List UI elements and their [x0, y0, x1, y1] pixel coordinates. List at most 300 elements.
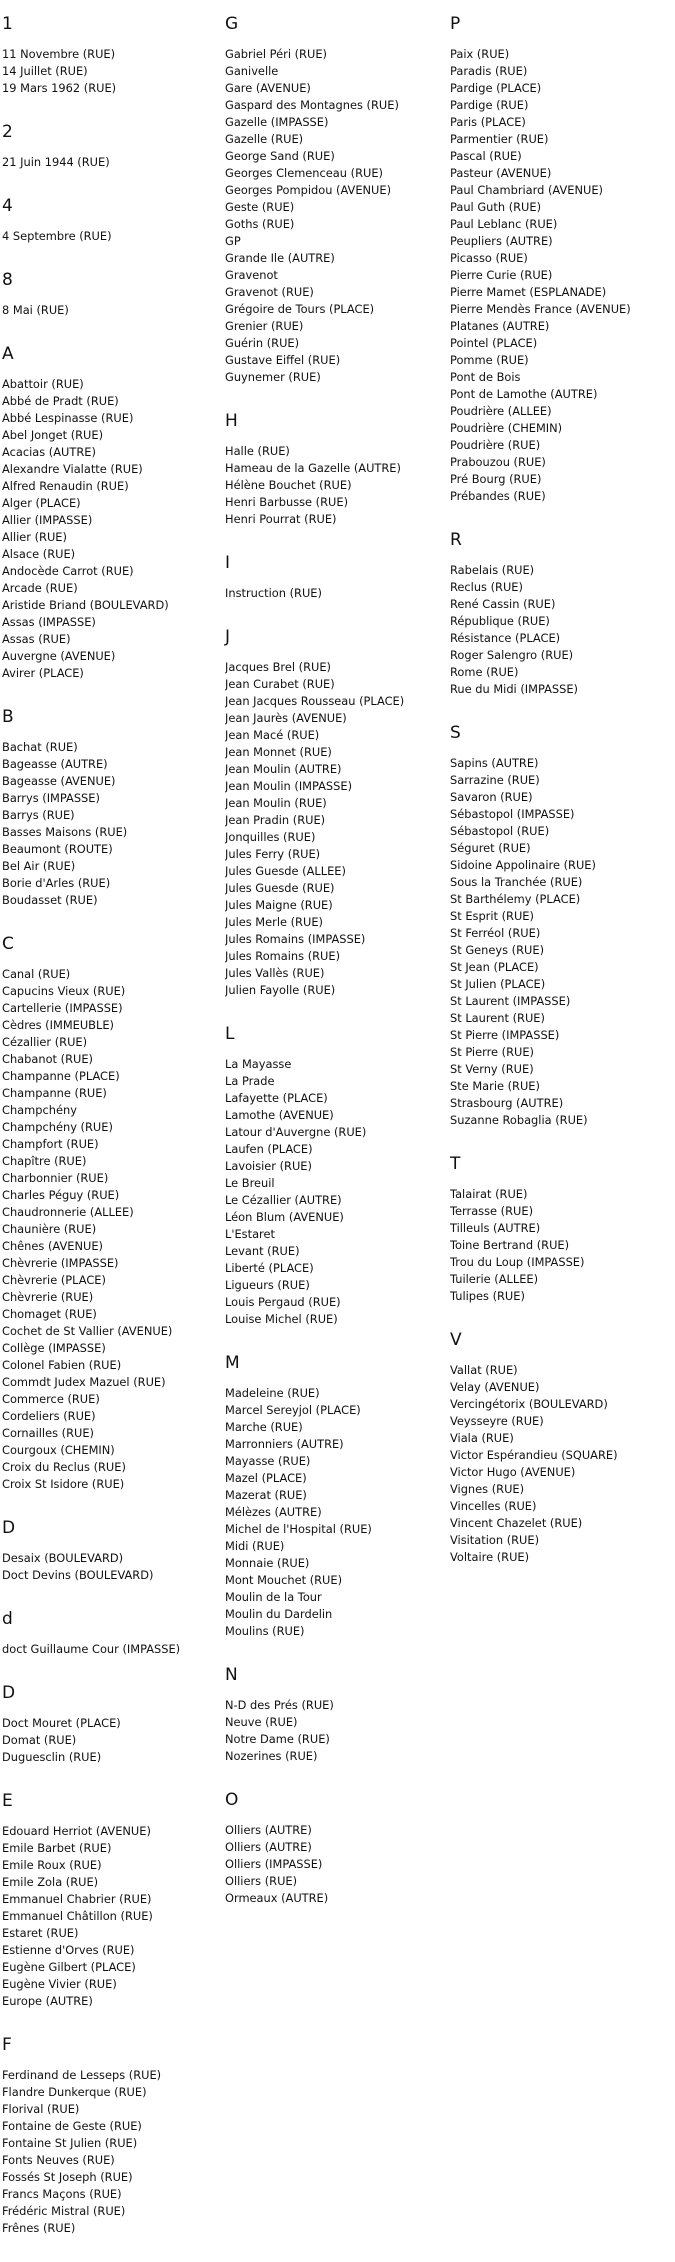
- street-name: Eugène Gilbert (PLACE): [2, 1960, 136, 1974]
- street-name: Europe (AUTRE): [2, 1994, 93, 2008]
- letter-section: [2, 1683, 222, 1766]
- street-list: [2, 154, 222, 171]
- street-list: [225, 1385, 445, 1640]
- section-letter-heading: B: [2, 707, 14, 727]
- street-name: Andocède Carrot (RUE): [2, 564, 134, 578]
- section-letter-heading: 8: [2, 270, 13, 290]
- street-list: [2, 739, 222, 909]
- street-name: Tuilerie (ALLEE): [450, 1272, 539, 1286]
- street-name: Nozerines (RUE): [225, 1749, 318, 1763]
- street-name: Vignes (RUE): [450, 1482, 525, 1496]
- street-name: Jean Pradin (RUE): [225, 813, 326, 827]
- street-name: Séguret (RUE): [450, 841, 531, 855]
- street-name: Ferdinand de Lesseps (RUE): [2, 2068, 162, 2082]
- street-name: Colonel Fabien (RUE): [2, 1358, 122, 1372]
- street-name: Pierre Curie (RUE): [450, 268, 553, 282]
- street-name: Chèvrerie (IMPASSE): [2, 1256, 119, 1270]
- section-letter-heading: T: [450, 1154, 461, 1174]
- street-list: [2, 1550, 222, 1584]
- street-name: Instruction (RUE): [225, 586, 322, 600]
- street-name: Gustave Eiffel (RUE): [225, 353, 341, 367]
- street-name: Desaix (BOULEVARD): [2, 1551, 124, 1565]
- street-list: [2, 1715, 222, 1766]
- street-name: Mont Mouchet (RUE): [225, 1573, 343, 1587]
- street-name: Poudrière (CHEMIN): [450, 421, 563, 435]
- street-name: La Prade: [225, 1074, 275, 1088]
- street-name: St Barthélemy (PLACE): [450, 892, 581, 906]
- street-list: [450, 46, 670, 505]
- street-name: Bel Air (RUE): [2, 859, 76, 873]
- street-name: St Verny (RUE): [450, 1062, 534, 1076]
- letter-section: [2, 270, 222, 319]
- street-name: Platanes (AUTRE): [450, 319, 550, 333]
- letter-section: [225, 1665, 445, 1765]
- section-letter-heading: d: [2, 1609, 13, 1629]
- section-letter-heading: R: [450, 530, 462, 550]
- street-name: Auvergne (AVENUE): [2, 649, 116, 663]
- street-name: Emmanuel Châtillon (RUE): [2, 1909, 153, 1923]
- street-column: [225, 14, 445, 1932]
- street-name: Sidoine Appolinaire (RUE): [450, 858, 596, 872]
- street-name: Chabanot (RUE): [2, 1052, 93, 1066]
- section-letter-heading: H: [225, 411, 238, 431]
- street-name: Guérin (RUE): [225, 336, 300, 350]
- street-name: Grande Ile (AUTRE): [225, 251, 335, 265]
- street-name: Cornailles (RUE): [2, 1426, 94, 1440]
- street-name: Jean Moulin (RUE): [225, 796, 327, 810]
- street-name: Jules Guesde (ALLEE): [225, 864, 346, 878]
- street-name: Pierre Mamet (ESPLANADE): [450, 285, 607, 299]
- street-name: Commdt Judex Mazuel (RUE): [2, 1375, 166, 1389]
- street-name: Chapître (RUE): [2, 1154, 87, 1168]
- street-name: Croix St Isidore (RUE): [2, 1477, 125, 1491]
- letter-section: [2, 1609, 222, 1658]
- section-letter-heading: M: [225, 1353, 240, 1373]
- street-name: Sous la Tranchée (RUE): [450, 875, 583, 889]
- street-name: Jules Merle (RUE): [225, 915, 323, 929]
- street-list: [2, 1641, 222, 1658]
- street-name: Monnaie (RUE): [225, 1556, 310, 1570]
- street-name: Duguesclin (RUE): [2, 1750, 102, 1764]
- street-name: Champanne (PLACE): [2, 1069, 120, 1083]
- street-name: 4 Septembre (RUE): [2, 229, 112, 243]
- street-name: Alfred Renaudin (RUE): [2, 479, 129, 493]
- section-letter-heading: E: [2, 1791, 13, 1811]
- street-name: Viala (RUE): [450, 1431, 514, 1445]
- street-name: Avirer (PLACE): [2, 666, 84, 680]
- street-name: Edouard Herriot (AVENUE): [2, 1824, 151, 1838]
- street-name: St Julien (PLACE): [450, 977, 546, 991]
- street-name: Halle (RUE): [225, 444, 290, 458]
- street-name: Pont de Lamothe (AUTRE): [450, 387, 598, 401]
- street-name: Guynemer (RUE): [225, 370, 321, 384]
- street-name: Jean Moulin (IMPASSE): [225, 779, 353, 793]
- street-list: [2, 228, 222, 245]
- street-column: [2, 14, 222, 2262]
- street-name: Croix du Reclus (RUE): [2, 1460, 126, 1474]
- street-name: Jean Moulin (AUTRE): [225, 762, 342, 776]
- street-name: Francs Maçons (RUE): [2, 2187, 122, 2201]
- section-letter-heading: 4: [2, 196, 13, 216]
- street-name: Julien Fayolle (RUE): [225, 983, 336, 997]
- street-name: Hélène Bouchet (RUE): [225, 478, 352, 492]
- street-name: Emile Roux (RUE): [2, 1858, 102, 1872]
- street-name: Jean Macé (RUE): [225, 728, 320, 742]
- section-letter-heading: A: [2, 344, 14, 364]
- street-name: Trou du Loup (IMPASSE): [450, 1255, 585, 1269]
- street-name: Tulipes (RUE): [450, 1289, 525, 1303]
- street-name: Acacias (AUTRE): [2, 445, 96, 459]
- street-name: Ormeaux (AUTRE): [225, 1891, 329, 1905]
- street-name: Grenier (RUE): [225, 319, 304, 333]
- street-name: Arcade (RUE): [2, 581, 78, 595]
- street-name: Abel Jonget (RUE): [2, 428, 104, 442]
- street-name: Commerce (RUE): [2, 1392, 100, 1406]
- street-name: Louis Pergaud (RUE): [225, 1295, 341, 1309]
- street-name: Ligueurs (RUE): [225, 1278, 310, 1292]
- street-name: Pré Bourg (RUE): [450, 472, 542, 486]
- street-list: [2, 966, 222, 1493]
- street-name: Florival (RUE): [2, 2102, 80, 2116]
- street-list: [225, 1822, 445, 1907]
- street-list: [2, 2067, 222, 2237]
- street-name: Paul Guth (RUE): [450, 200, 542, 214]
- street-name: Geste (RUE): [225, 200, 295, 214]
- street-name: Henri Pourrat (RUE): [225, 512, 337, 526]
- street-name: Jules Romains (RUE): [225, 949, 341, 963]
- section-letter-heading: 1: [2, 14, 13, 34]
- street-name: Olliers (AUTRE): [225, 1823, 312, 1837]
- letter-section: [450, 1154, 670, 1305]
- street-name: Bachat (RUE): [2, 740, 78, 754]
- letter-section: [2, 1791, 222, 2010]
- street-list: [450, 755, 670, 1129]
- street-name: Jean Jacques Rousseau (PLACE): [225, 694, 405, 708]
- street-name: Olliers (AUTRE): [225, 1840, 312, 1854]
- street-name: Bageasse (AUTRE): [2, 757, 108, 771]
- section-letter-heading: F: [2, 2035, 12, 2055]
- street-name: Pointel (PLACE): [450, 336, 538, 350]
- street-name: Louise Michel (RUE): [225, 1312, 338, 1326]
- street-name: St Laurent (IMPASSE): [450, 994, 571, 1008]
- street-list: [450, 1186, 670, 1305]
- street-name: Levant (RUE): [225, 1244, 300, 1258]
- street-name: Allier (IMPASSE): [2, 513, 93, 527]
- street-name: Sapins (AUTRE): [450, 756, 539, 770]
- street-name: Cartellerie (IMPASSE): [2, 1001, 123, 1015]
- street-name: Poudrière (ALLEE): [450, 404, 552, 418]
- letter-section: [2, 14, 222, 97]
- street-name: René Cassin (RUE): [450, 597, 556, 611]
- street-name: Grégoire de Tours (PLACE): [225, 302, 375, 316]
- street-name: Chèvrerie (RUE): [2, 1290, 94, 1304]
- street-name: Visitation (RUE): [450, 1533, 540, 1547]
- street-name: Ste Marie (RUE): [450, 1079, 540, 1093]
- section-letter-heading: L: [225, 1024, 235, 1044]
- street-name: Résistance (PLACE): [450, 631, 561, 645]
- street-name: Paradis (RUE): [450, 64, 528, 78]
- street-name: Chomaget (RUE): [2, 1307, 97, 1321]
- street-name: Le Cézallier (AUTRE): [225, 1193, 342, 1207]
- street-name: Paris (PLACE): [450, 115, 526, 129]
- letter-section: [225, 411, 445, 528]
- street-name: Tilleuls (AUTRE): [450, 1221, 541, 1235]
- street-name: Poudrière (RUE): [450, 438, 541, 452]
- street-name: Vincent Chazelet (RUE): [450, 1516, 583, 1530]
- letter-section: [225, 1353, 445, 1640]
- letter-section: [450, 530, 670, 698]
- street-list: [2, 302, 222, 319]
- street-name: Vincelles (RUE): [450, 1499, 537, 1513]
- street-name: Lafayette (PLACE): [225, 1091, 328, 1105]
- letter-section: [225, 1024, 445, 1328]
- section-letter-heading: N: [225, 1665, 238, 1685]
- letter-section: [225, 553, 445, 602]
- street-name: Beaumont (ROUTE): [2, 842, 113, 856]
- street-name: Borie d'Arles (RUE): [2, 876, 111, 890]
- street-name: Jean Jaurès (AVENUE): [225, 711, 347, 725]
- street-name: Olliers (IMPASSE): [225, 1857, 323, 1871]
- street-name: Capucins Vieux (RUE): [2, 984, 126, 998]
- street-name: St Jean (PLACE): [450, 960, 539, 974]
- street-list: [225, 46, 445, 386]
- street-name: Allier (RUE): [2, 530, 67, 544]
- street-name: Alsace (RUE): [2, 547, 76, 561]
- street-name: Sarrazine (RUE): [450, 773, 540, 787]
- street-list: [2, 376, 222, 682]
- street-name: Rabelais (RUE): [450, 563, 535, 577]
- street-name: Michel de l'Hospital (RUE): [225, 1522, 372, 1536]
- street-name: Fontaine St Julien (RUE): [2, 2136, 138, 2150]
- letter-section: [225, 627, 445, 999]
- street-list: [2, 46, 222, 97]
- street-name: Notre Dame (RUE): [225, 1732, 330, 1746]
- street-name: 11 Novembre (RUE): [2, 47, 116, 61]
- street-name: Charles Péguy (RUE): [2, 1188, 120, 1202]
- street-name: St Pierre (RUE): [450, 1045, 534, 1059]
- street-name: Le Breuil: [225, 1176, 275, 1190]
- street-name: Latour d'Auvergne (RUE): [225, 1125, 367, 1139]
- letter-section: [225, 1790, 445, 1907]
- street-name: Neuve (RUE): [225, 1715, 298, 1729]
- street-name: Alger (PLACE): [2, 496, 81, 510]
- street-name: Emile Zola (RUE): [2, 1875, 99, 1889]
- letter-section: [2, 196, 222, 245]
- street-name: St Laurent (RUE): [450, 1011, 545, 1025]
- street-name: Pardige (PLACE): [450, 81, 542, 95]
- letter-section: [2, 2035, 222, 2237]
- street-name: Picasso (RUE): [450, 251, 528, 265]
- letter-section: [2, 707, 222, 909]
- street-name: Jules Ferry (RUE): [225, 847, 321, 861]
- street-name: Terrasse (RUE): [450, 1204, 534, 1218]
- street-name: Fontaine de Geste (RUE): [2, 2119, 142, 2133]
- section-letter-heading: D: [2, 1683, 16, 1703]
- street-name: 19 Mars 1962 (RUE): [2, 81, 117, 95]
- street-name: Collège (IMPASSE): [2, 1341, 106, 1355]
- street-name: Marche (RUE): [225, 1420, 303, 1434]
- street-name: Barrys (IMPASSE): [2, 791, 100, 805]
- street-name: N-D des Prés (RUE): [225, 1698, 334, 1712]
- street-name: Jacques Brel (RUE): [225, 660, 331, 674]
- street-name: La Mayasse: [225, 1057, 292, 1071]
- street-name: Paul Chambriard (AVENUE): [450, 183, 603, 197]
- street-name: Roger Salengro (RUE): [450, 648, 574, 662]
- street-name: République (RUE): [450, 614, 550, 628]
- street-name: Moulin du Dardelin: [225, 1607, 333, 1621]
- street-name: Abbé Lespinasse (RUE): [2, 411, 134, 425]
- street-name: George Sand (RUE): [225, 149, 335, 163]
- street-name: Hameau de la Gazelle (AUTRE): [225, 461, 401, 475]
- street-name: St Pierre (IMPASSE): [450, 1028, 560, 1042]
- street-name: St Geneys (RUE): [450, 943, 545, 957]
- street-name: Canal (RUE): [2, 967, 71, 981]
- street-name: Gaspard des Montagnes (RUE): [225, 98, 399, 112]
- street-name: 21 Juin 1944 (RUE): [2, 155, 110, 169]
- street-name: Basses Maisons (RUE): [2, 825, 128, 839]
- street-name: Abbé de Pradt (RUE): [2, 394, 119, 408]
- street-name: Prabouzou (RUE): [450, 455, 546, 469]
- street-name: Pont de Bois: [450, 370, 521, 384]
- letter-section: [2, 934, 222, 1493]
- street-name: Olliers (RUE): [225, 1874, 298, 1888]
- letter-section: [2, 1518, 222, 1584]
- street-name: Champchény (RUE): [2, 1120, 113, 1134]
- street-name: Laufen (PLACE): [225, 1142, 313, 1156]
- street-name: Assas (IMPASSE): [2, 615, 96, 629]
- street-name: Fossés St Joseph (RUE): [2, 2170, 133, 2184]
- street-name: Rue du Midi (IMPASSE): [450, 682, 578, 696]
- street-name: Jonquilles (RUE): [225, 830, 316, 844]
- street-list: [225, 1056, 445, 1328]
- street-name: Jules Maigne (RUE): [225, 898, 333, 912]
- street-name: Frédéric Mistral (RUE): [2, 2204, 126, 2218]
- street-name: Marcel Sereyjol (PLACE): [225, 1403, 361, 1417]
- street-name: Barrys (RUE): [2, 808, 75, 822]
- street-name: Gabriel Péri (RUE): [225, 47, 327, 61]
- street-name: Sébastopol (IMPASSE): [450, 807, 575, 821]
- street-column: [450, 14, 670, 1591]
- street-name: Flandre Dunkerque (RUE): [2, 2085, 147, 2099]
- street-name: L'Estaret: [225, 1227, 275, 1241]
- street-name: Alexandre Vialatte (RUE): [2, 462, 143, 476]
- street-name: Chaunière (RUE): [2, 1222, 97, 1236]
- street-name: Charbonnier (RUE): [2, 1171, 109, 1185]
- street-name: Léon Blum (AVENUE): [225, 1210, 344, 1224]
- street-name: Goths (RUE): [225, 217, 295, 231]
- letter-section: [2, 344, 222, 682]
- street-name: Suzanne Robaglia (RUE): [450, 1113, 588, 1127]
- street-name: Jules Guesde (RUE): [225, 881, 335, 895]
- street-name: Paul Leblanc (RUE): [450, 217, 558, 231]
- section-letter-heading: C: [2, 934, 14, 954]
- street-name: Doct Mouret (PLACE): [2, 1716, 121, 1730]
- street-list: [2, 1823, 222, 2010]
- street-name: Jules Vallès (RUE): [225, 966, 325, 980]
- street-name: Lamothe (AVENUE): [225, 1108, 334, 1122]
- street-name: Madeleine (RUE): [225, 1386, 320, 1400]
- street-name: Chênes (AVENUE): [2, 1239, 103, 1253]
- street-name: Henri Barbusse (RUE): [225, 495, 349, 509]
- street-list: [450, 562, 670, 698]
- street-name: Frênes (RUE): [2, 2221, 76, 2235]
- street-list: [225, 659, 445, 999]
- street-name: Gare (AVENUE): [225, 81, 311, 95]
- street-list: [225, 443, 445, 528]
- street-name: Gravenot: [225, 268, 278, 282]
- street-name: Gazelle (RUE): [225, 132, 304, 146]
- street-name: Mazerat (RUE): [225, 1488, 307, 1502]
- street-name: GP: [225, 234, 241, 248]
- street-name: 14 Juillet (RUE): [2, 64, 88, 78]
- street-list: [225, 585, 445, 602]
- street-name: Liberté (PLACE): [225, 1261, 314, 1275]
- street-name: Cochet de St Vallier (AVENUE): [2, 1324, 173, 1338]
- street-name: Emmanuel Chabrier (RUE): [2, 1892, 152, 1906]
- street-name: Reclus (RUE): [450, 580, 523, 594]
- street-name: Assas (RUE): [2, 632, 71, 646]
- street-name: Jean Curabet (RUE): [225, 677, 335, 691]
- street-name: Veysseyre (RUE): [450, 1414, 544, 1428]
- section-letter-heading: D: [2, 1518, 16, 1538]
- street-name: Marronniers (AUTRE): [225, 1437, 344, 1451]
- street-name: Ganivelle: [225, 64, 279, 78]
- street-name: Champfort (RUE): [2, 1137, 99, 1151]
- street-name: Talairat (RUE): [450, 1187, 528, 1201]
- street-name: Velay (AVENUE): [450, 1380, 540, 1394]
- street-name: Lavoisier (RUE): [225, 1159, 312, 1173]
- street-name: Domat (RUE): [2, 1733, 77, 1747]
- street-name: Moulin de la Tour: [225, 1590, 322, 1604]
- street-name: Doct Devins (BOULEVARD): [2, 1568, 154, 1582]
- street-name: Abattoir (RUE): [2, 377, 84, 391]
- street-name: Emile Barbet (RUE): [2, 1841, 112, 1855]
- street-name: Champchény: [2, 1103, 77, 1117]
- letter-section: [450, 14, 670, 505]
- street-name: Mayasse (RUE): [225, 1454, 311, 1468]
- letter-section: [2, 122, 222, 171]
- street-name: Champanne (RUE): [2, 1086, 107, 1100]
- letter-section: [450, 1330, 670, 1566]
- street-name: Moulins (RUE): [225, 1624, 305, 1638]
- street-name: Peupliers (AUTRE): [450, 234, 553, 248]
- street-name: Boudasset (RUE): [2, 893, 98, 907]
- section-letter-heading: S: [450, 723, 461, 743]
- street-name: Parmentier (RUE): [450, 132, 549, 146]
- street-name: Courgoux (CHEMIN): [2, 1443, 115, 1457]
- street-name: Estienne d'Orves (RUE): [2, 1943, 135, 1957]
- section-letter-heading: G: [225, 14, 239, 34]
- street-name: Strasbourg (AUTRE): [450, 1096, 564, 1110]
- section-letter-heading: P: [450, 14, 461, 34]
- street-name: St Esprit (RUE): [450, 909, 534, 923]
- street-name: Jules Romains (IMPASSE): [225, 932, 366, 946]
- street-name: Estaret (RUE): [2, 1926, 79, 1940]
- letter-section: [450, 723, 670, 1129]
- street-name: Paix (RUE): [450, 47, 510, 61]
- street-name: Victor Hugo (AVENUE): [450, 1465, 576, 1479]
- street-name: Pasteur (AVENUE): [450, 166, 552, 180]
- street-name: Pascal (RUE): [450, 149, 522, 163]
- street-name: doct Guillaume Cour (IMPASSE): [2, 1642, 181, 1656]
- street-list: [225, 1697, 445, 1765]
- street-name: St Ferréol (RUE): [450, 926, 541, 940]
- section-letter-heading: V: [450, 1330, 462, 1350]
- street-name: Midi (RUE): [225, 1539, 285, 1553]
- street-name: Savaron (RUE): [450, 790, 533, 804]
- section-letter-heading: I: [225, 553, 231, 573]
- street-name: Pomme (RUE): [450, 353, 529, 367]
